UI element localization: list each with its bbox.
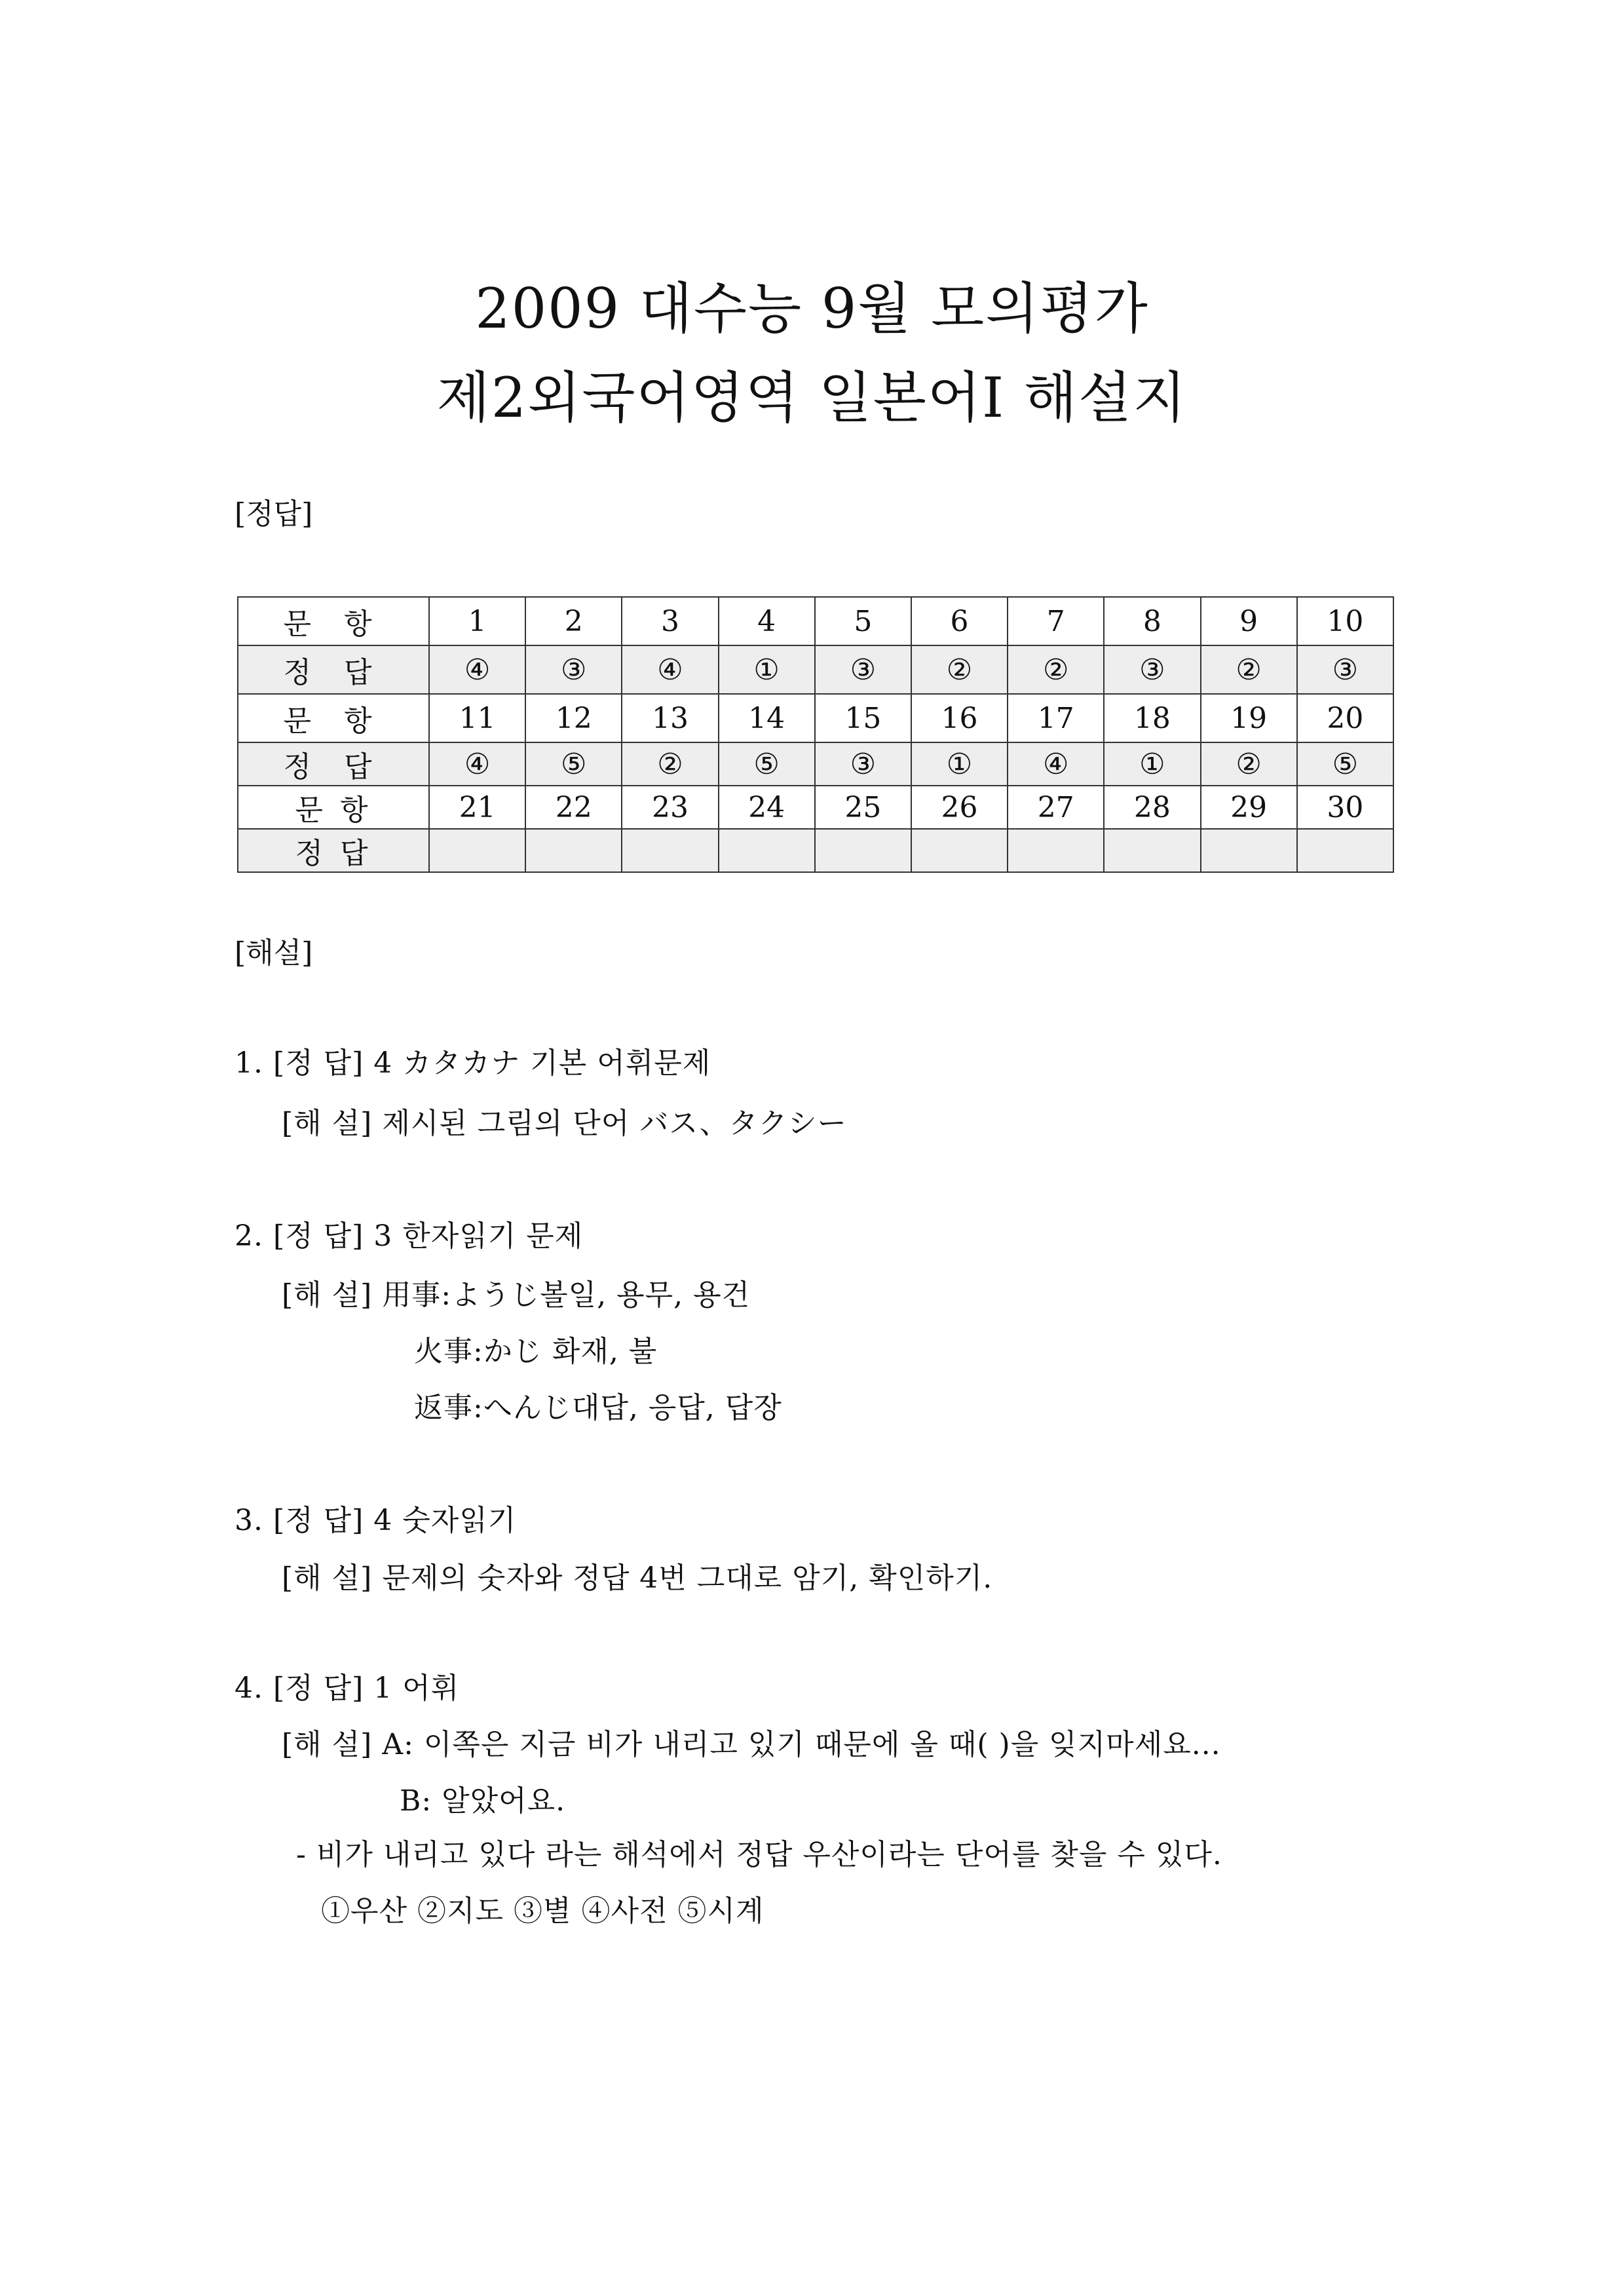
answer-cell: ①	[1104, 742, 1200, 786]
answer-cell: ④	[622, 645, 718, 694]
question-number-cell: 24	[719, 786, 815, 829]
answer-cell	[1201, 829, 1297, 872]
question-number-cell: 28	[1104, 786, 1200, 829]
answer-cell: ①	[911, 742, 1008, 786]
row-label-question: 문 항	[238, 694, 429, 742]
item-3-explanation-line: [해 설] 문제의 숫자와 정답 4번 그대로 암기, 확인하기.	[282, 1561, 993, 1595]
page-title-line-2: 제2외국어영역 일본어Ⅰ 해설지	[436, 366, 1188, 430]
answer-cell	[911, 829, 1008, 872]
row-label-answer: 정 답	[238, 742, 429, 786]
question-row-1	[238, 597, 1393, 645]
row-label-answer: 정 답	[238, 829, 429, 872]
answer-cell: ④	[1008, 742, 1104, 786]
question-number-cell: 26	[911, 786, 1008, 829]
answer-cell: ⑤	[719, 742, 815, 786]
answer-cell	[1008, 829, 1104, 872]
answer-cell: ⑤	[525, 742, 622, 786]
question-number-cell: 20	[1297, 694, 1393, 742]
question-number-cell: 10	[1297, 597, 1393, 645]
question-number-cell: 16	[911, 694, 1008, 742]
answer-cell	[719, 829, 815, 872]
page-title-line-1: 2009 대수능 9월 모의평가	[475, 277, 1149, 341]
answer-row-2	[238, 742, 1393, 786]
item-1-answer-line: 1. [정 답] 4 カタカナ 기본 어휘문제	[235, 1046, 711, 1080]
answer-cell	[429, 829, 525, 872]
question-number-cell: 25	[815, 786, 911, 829]
item-3-answer-line: 3. [정 답] 4 숫자읽기	[235, 1504, 517, 1537]
answer-cell	[1104, 829, 1200, 872]
question-number-cell: 27	[1008, 786, 1104, 829]
answer-cell: ③	[1104, 645, 1200, 694]
question-number-cell: 21	[429, 786, 525, 829]
question-number-cell: 2	[525, 597, 622, 645]
answer-cell: ⑤	[1297, 742, 1393, 786]
answer-cell: ②	[911, 645, 1008, 694]
question-number-cell: 9	[1201, 597, 1297, 645]
question-number-cell: 30	[1297, 786, 1393, 829]
answer-cell	[815, 829, 911, 872]
row-label-answer: 정 답	[238, 645, 429, 694]
item-2-explanation-line: [해 설] 用事:ようじ볼일, 용무, 용건	[282, 1278, 751, 1312]
question-number-cell: 12	[525, 694, 622, 742]
answer-row-1	[238, 645, 1393, 694]
item-4-explanation-line: [해 설] A: 이쪽은 지금 비가 내리고 있기 때문에 올 때( )을 잊지마세요...	[282, 1728, 1221, 1761]
question-number-cell: 3	[622, 597, 718, 645]
answer-cell: ④	[429, 645, 525, 694]
row-label-question: 문 항	[238, 597, 429, 645]
item-4-explanation-line: B: 알았어요.	[400, 1784, 566, 1818]
answers-heading: [정답]	[235, 497, 313, 531]
question-number-cell: 19	[1201, 694, 1297, 742]
answer-table	[237, 596, 1394, 873]
question-number-cell: 8	[1104, 597, 1200, 645]
explanation-heading: [해설]	[235, 936, 313, 970]
item-4-explanation-line: - 비가 내리고 있다 라는 해석에서 정답 우산이라는 단어를 찾을 수 있다.	[296, 1838, 1222, 1871]
answer-row-3	[238, 829, 1393, 872]
answer-cell: ③	[815, 645, 911, 694]
answer-cell	[622, 829, 718, 872]
question-number-cell: 7	[1008, 597, 1104, 645]
question-number-cell: 13	[622, 694, 718, 742]
item-2-explanation-line: 火事:かじ 화재, 불	[414, 1335, 658, 1368]
item-2-explanation-line: 返事:へんじ대답, 응답, 답장	[414, 1391, 782, 1425]
item-2-answer-line: 2. [정 답] 3 한자읽기 문제	[235, 1219, 584, 1253]
answer-cell	[1297, 829, 1393, 872]
answer-cell: ③	[815, 742, 911, 786]
question-number-cell: 15	[815, 694, 911, 742]
question-row-3	[238, 786, 1393, 829]
answer-cell: ②	[1201, 742, 1297, 786]
question-number-cell: 5	[815, 597, 911, 645]
item-1-explanation-line: [해 설] 제시된 그림의 단어 バス、タクシー	[282, 1107, 847, 1140]
item-4-answer-line: 4. [정 답] 1 어휘	[235, 1672, 460, 1705]
answer-cell: ②	[1008, 645, 1104, 694]
question-number-cell: 6	[911, 597, 1008, 645]
answer-cell	[525, 829, 622, 872]
question-number-cell: 18	[1104, 694, 1200, 742]
question-number-cell: 17	[1008, 694, 1104, 742]
question-number-cell: 11	[429, 694, 525, 742]
row-label-question: 문 항	[238, 786, 429, 829]
question-row-2	[238, 694, 1393, 742]
answer-cell: ③	[1297, 645, 1393, 694]
question-number-cell: 23	[622, 786, 718, 829]
answer-cell: ①	[719, 645, 815, 694]
question-number-cell: 22	[525, 786, 622, 829]
question-number-cell: 4	[719, 597, 815, 645]
question-number-cell: 14	[719, 694, 815, 742]
answer-cell: ②	[1201, 645, 1297, 694]
answer-cell: ②	[622, 742, 718, 786]
question-number-cell: 1	[429, 597, 525, 645]
answer-cell: ④	[429, 742, 525, 786]
answer-cell: ③	[525, 645, 622, 694]
item-4-choices-line: ①우산 ②지도 ③별 ④사전 ⑤시계	[321, 1894, 765, 1928]
question-number-cell: 29	[1201, 786, 1297, 829]
